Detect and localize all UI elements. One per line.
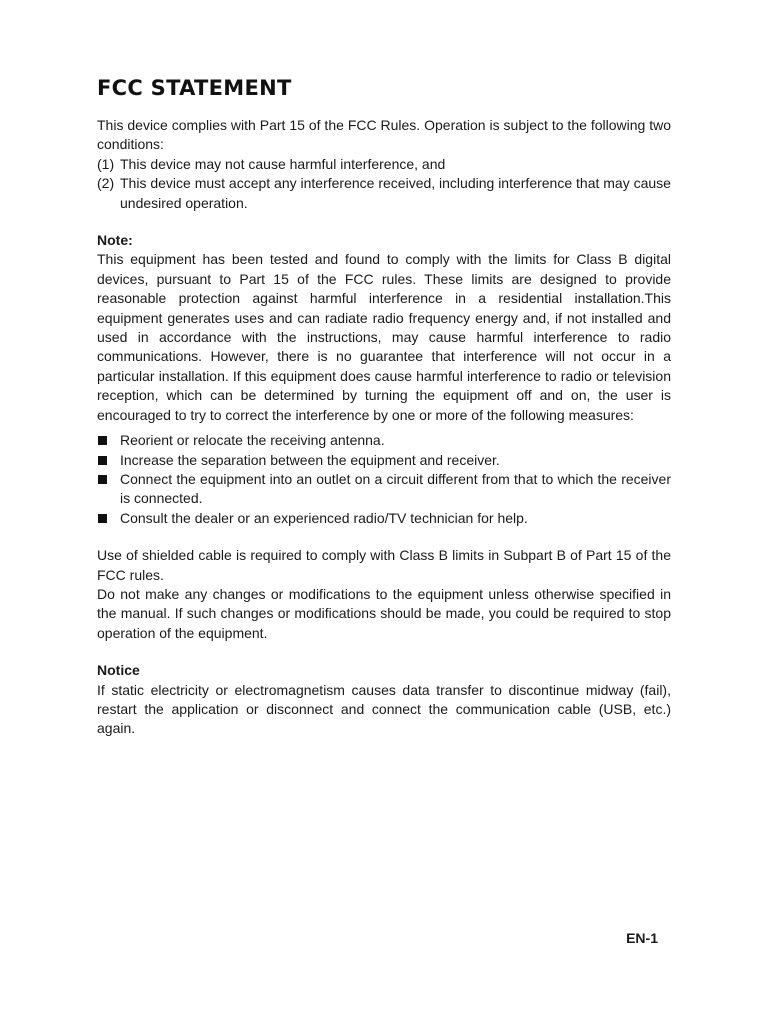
measure-item xyxy=(97,451,671,470)
notice-paragraph: If static electricity or electromagnetism causes data transfer to discontinue midway (fail), restart the application or disconnect and connect the communication cable (USB, etc.) again. xyxy=(97,681,671,737)
page-number: EN-1 xyxy=(626,930,658,946)
condition-number: (2) xyxy=(97,175,115,192)
document-page xyxy=(97,74,671,739)
condition-number: (1) xyxy=(97,155,115,172)
measure-item xyxy=(97,470,671,509)
measures-list xyxy=(97,431,671,528)
measure-item xyxy=(97,431,671,450)
conditions-list xyxy=(97,155,671,213)
note-paragraph: This equipment has been tested and found to comply with the limits for Class B digital devices, pursuant to Part 15 of the FCC rules. These limits are designed to provide reasonable protection against harmful interference in a residential installation.This equipment generates uses and can radiate radio frequency energy and, if not installed and used in accordance with the instructions, may cause harmful interference to radio communications. However, there is no guarantee that interference will not occur in a particular installation. If this equipment does cause harmful interference to radio or television reception, which can be determined by turning the equipment off and on, the user is encouraged to try to correct the interference by one or more of the following measures: xyxy=(97,251,671,423)
measure-text: Increase the separation between the equipment and receiver. xyxy=(120,451,500,468)
measure-item xyxy=(97,509,671,528)
square-bullet-icon xyxy=(97,451,120,470)
shielded-cable-paragraph: Use of shielded cable is required to comply with Class B limits in Subpart B of Part 15 of the FCC rules. xyxy=(97,547,671,583)
measure-text: Reorient or relocate the receiving antenna. xyxy=(120,432,385,449)
intro-paragraph: This device complies with Part 15 of the FCC Rules. Operation is subject to the following two conditions: xyxy=(97,117,671,153)
condition-item xyxy=(97,155,671,174)
square-bullet-icon xyxy=(97,470,120,509)
measure-text: Consult the dealer or an experienced radio/TV technician for help. xyxy=(120,509,528,526)
square-bullet-icon xyxy=(97,431,120,450)
condition-text: This device must accept any interference received, including interference that may cause undesired operation. xyxy=(120,175,671,211)
note-heading: Note: xyxy=(97,232,133,249)
square-bullet-icon xyxy=(97,509,120,528)
modifications-paragraph: Do not make any changes or modifications to the equipment unless otherwise specified in the manual. If such changes or modifications should be made, you could be required to stop operation of the equipment. xyxy=(97,585,671,641)
condition-item xyxy=(97,174,671,213)
condition-text: This device may not cause harmful interference, and xyxy=(120,155,446,172)
measure-text: Connect the equipment into an outlet on a circuit different from that to which the receiver is connected. xyxy=(120,470,671,507)
notice-heading: Notice xyxy=(97,662,140,679)
page-title: FCC STATEMENT xyxy=(97,76,292,100)
